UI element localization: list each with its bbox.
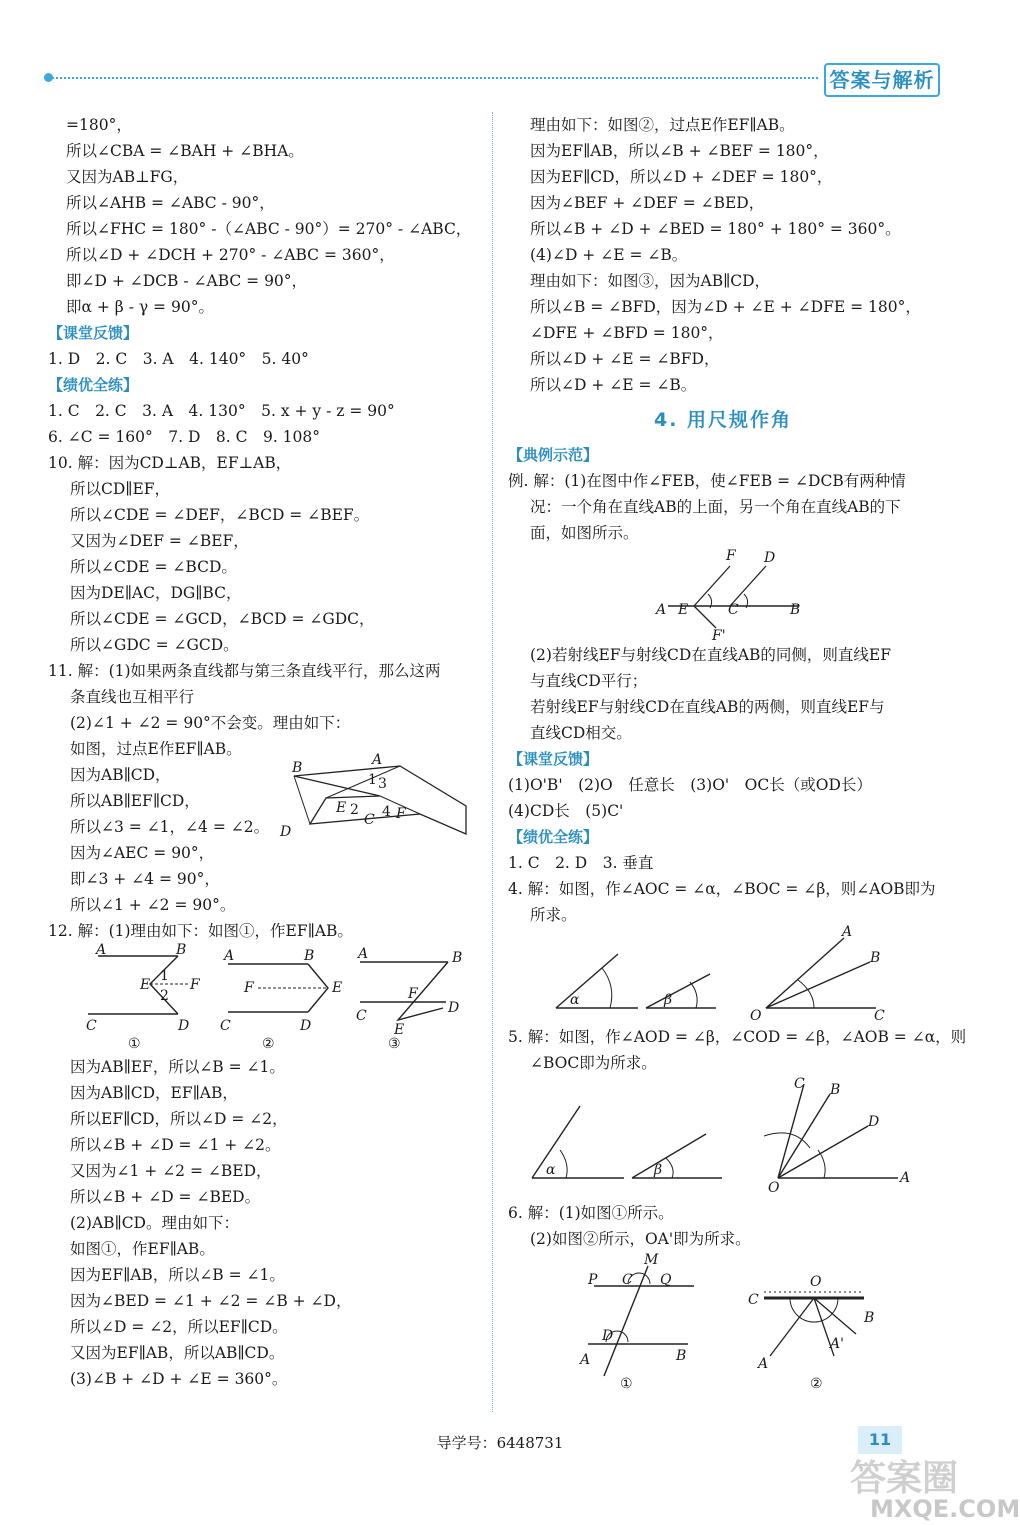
text-line: 即∠3 + ∠4 = 90°， xyxy=(70,870,220,888)
figure-example xyxy=(508,546,938,642)
text-line: 所以∠D + ∠E = ∠B。 xyxy=(530,376,697,394)
section-tag-example: 【典例示范】 xyxy=(508,446,599,464)
watermark-logo: 答案圈 xyxy=(850,1458,959,1499)
q11-block xyxy=(48,736,478,918)
figure-q11 xyxy=(270,754,470,844)
text-line: 直线CD相交。 xyxy=(530,724,632,742)
figure-number-2: ② xyxy=(262,1036,275,1052)
watermark-site: MXQE.COM xyxy=(870,1495,1020,1523)
f2-label-D: D xyxy=(300,1018,312,1034)
ex-label-F: F xyxy=(726,548,736,564)
answer-line: 1. C 2. C 3. A 4. 130° 5. x + y - z = 90° xyxy=(48,402,395,420)
text-line: 因为AB∥CD，EF∥AB， xyxy=(70,1084,238,1102)
text-line: 所以∠D + ∠DCH + 270° - ∠ABC = 360°， xyxy=(66,246,395,264)
f1-label-B: B xyxy=(176,942,187,958)
q6-figure-number-1: ① xyxy=(620,1376,633,1392)
text-line: 因为EF∥CD，所以∠D + ∠DEF = 180°， xyxy=(530,168,833,186)
label-B: B xyxy=(292,760,303,776)
q4-title: 4. 解：如图，作∠AOC = ∠α，∠BOC = ∠β，则∠AOB即为 xyxy=(508,880,936,898)
answer-line: (4)CD长 (5)C' xyxy=(508,802,624,820)
f3-label-D: D xyxy=(448,1000,460,1016)
text-line: 所以∠B + ∠D = ∠1 + ∠2。 xyxy=(70,1136,281,1154)
q5-label-B: B xyxy=(830,1082,841,1098)
label-3: 3 xyxy=(378,776,387,792)
figure-q12 xyxy=(48,944,478,1054)
text-line: 如图①，作EF∥AB。 xyxy=(70,1240,215,1258)
text-line: 所以AB∥EF∥CD， xyxy=(70,792,200,810)
text-line: (2)如图②所示，OA'即为所求。 xyxy=(530,1230,751,1248)
ex-label-E: E xyxy=(678,602,689,618)
text-line: 所以∠D + ∠E = ∠BFD， xyxy=(530,350,720,368)
text-line: 所以∠CDE = ∠BCD。 xyxy=(70,558,237,576)
text-line: (2)∠1 + ∠2 = 90°不会变。理由如下： xyxy=(70,714,351,732)
f2-label-C: C xyxy=(220,1018,231,1034)
q4-label-A: A xyxy=(842,924,853,940)
left-column xyxy=(48,112,478,1392)
text-line: (2)AB∥CD。理由如下： xyxy=(70,1214,239,1232)
q5-label-alpha: α xyxy=(546,1162,556,1178)
section-title: 4. 用尺规作角 xyxy=(653,409,793,431)
text-line: 所以∠GDC = ∠GCD。 xyxy=(70,636,239,654)
text-line: 所以∠CDE = ∠DEF，∠BCD = ∠BEF。 xyxy=(70,506,370,524)
text-line: 所以CD∥EF， xyxy=(70,480,171,498)
q5-label-A: A xyxy=(900,1170,911,1186)
text-line: 所以∠B + ∠D = ∠BED。 xyxy=(70,1188,261,1206)
text-line: 又因为∠1 + ∠2 = ∠BED， xyxy=(70,1162,272,1180)
q6-title: 6. 解：(1)如图①所示。 xyxy=(508,1204,674,1222)
text-line: 如图，过点E作EF∥AB。 xyxy=(70,740,242,758)
figure-q4 xyxy=(508,924,938,1024)
q4-label-O: O xyxy=(750,1008,762,1024)
text-line: 所以∠B + ∠D + ∠BED = 180° + 180° = 360°。 xyxy=(530,220,901,238)
text-line: 因为∠AEC = 90°， xyxy=(70,844,215,862)
q6-label-A: A xyxy=(580,1352,591,1368)
label-4: 4 xyxy=(382,804,391,820)
text-line: 因为EF∥AB，所以∠B = ∠1。 xyxy=(70,1266,285,1284)
f1-label-C: C xyxy=(86,1018,97,1034)
q11-title: 11. 解：(1)如果两条直线都与第三条直线平行，那么这两 xyxy=(48,662,441,680)
q4-label-B: B xyxy=(870,950,881,966)
text-line: (3)∠B + ∠D + ∠E = 360°。 xyxy=(70,1370,288,1388)
text-line: 理由如下：如图③，因为AB∥CD， xyxy=(530,272,771,290)
f1-label-E: E xyxy=(140,977,151,993)
q4-label-beta: β xyxy=(664,992,673,1008)
text-line: 因为AB∥EF，所以∠B = ∠1。 xyxy=(70,1058,285,1076)
ex-label-B: B xyxy=(790,602,801,618)
f1-label-F: F xyxy=(190,977,200,993)
text-line: 理由如下：如图②，过点E作EF∥AB。 xyxy=(530,116,795,134)
q5-label-D: D xyxy=(868,1114,880,1130)
page-number: 11 xyxy=(858,1426,902,1454)
f1-label-A: A xyxy=(96,942,107,958)
text-line: (4)∠D + ∠E = ∠B。 xyxy=(530,246,688,264)
text-line: 与直线CD平行； xyxy=(530,672,648,690)
label-1: 1 xyxy=(368,772,377,788)
figure-q5 xyxy=(508,1076,938,1200)
column-divider xyxy=(492,112,493,1412)
ex-label-F-prime: F' xyxy=(712,628,726,644)
answer-line: 1. C 2. D 3. 垂直 xyxy=(508,854,654,872)
q6-label-Q: Q xyxy=(660,1272,672,1288)
figure-number-3: ③ xyxy=(388,1036,401,1052)
f1-label-2: 2 xyxy=(160,988,169,1004)
label-D: D xyxy=(280,824,292,840)
f2-label-F: F xyxy=(244,980,254,996)
f1-label-D: D xyxy=(178,1018,190,1034)
text-line: 所以∠FHC = 180° -（∠ABC - 90°）= 270° - ∠ABC， xyxy=(66,220,472,238)
f3-label-F: F xyxy=(408,986,418,1002)
q6-label-O: O xyxy=(810,1274,822,1290)
text-line: 因为DE∥AC，DG∥BC， xyxy=(70,584,242,602)
q6-label-P: P xyxy=(588,1272,598,1288)
text-line: 所以∠B = ∠BFD，因为∠D + ∠E + ∠DFE = 180°， xyxy=(530,298,921,316)
label-E: E xyxy=(336,800,347,816)
q6-label-C2: C xyxy=(748,1292,759,1308)
text-line: ∠BOC即为所求。 xyxy=(530,1054,657,1072)
q12-title: 12. 解：(1)理由如下：如图①，作EF∥AB。 xyxy=(48,922,353,940)
label-F: F xyxy=(396,806,406,822)
q6-label-A2: A xyxy=(758,1356,769,1372)
section-tag-classroom-feedback: 【课堂反馈】 xyxy=(48,324,139,342)
text-line: ∠DFE + ∠BFD = 180°， xyxy=(530,324,724,342)
right-column xyxy=(508,112,967,1392)
text-line: 又因为AB⊥FG， xyxy=(66,168,189,186)
ex-label-C: C xyxy=(728,602,739,618)
header-rule xyxy=(48,77,818,79)
q6-label-A-prime: A' xyxy=(830,1336,844,1352)
text-line: 所以∠3 = ∠1，∠4 = ∠2。 xyxy=(70,818,270,836)
label-C: C xyxy=(364,812,375,828)
f3-label-B: B xyxy=(452,950,463,966)
header-badge: 答案与解析 xyxy=(824,63,940,97)
text-line: (2)若射线EF与射线CD在直线AB的同侧，则直线EF xyxy=(530,646,891,664)
q5-title: 5. 解：如图，作∠AOD = ∠β，∠COD = ∠β，∠AOB = ∠α，则 xyxy=(508,1028,967,1046)
text-line: 即α + β - γ = 90°。 xyxy=(66,298,214,316)
f2-label-A: A xyxy=(224,948,235,964)
q5-label-C: C xyxy=(794,1076,805,1092)
f3-label-A: A xyxy=(358,946,369,962)
f3-label-C: C xyxy=(356,1008,367,1024)
text-line: 所求。 xyxy=(530,906,577,924)
answer-line: 6. ∠C = 160° 7. D 8. C 9. 108° xyxy=(48,428,321,446)
q6-figure-number-2: ② xyxy=(810,1376,823,1392)
text-line: 因为EF∥AB，所以∠B + ∠BEF = 180°， xyxy=(530,142,829,160)
figure-number-1: ① xyxy=(128,1036,141,1052)
text-line: 因为AB∥CD， xyxy=(70,766,171,784)
figure-q6 xyxy=(508,1252,938,1392)
answer-line: 1. D 2. C 3. A 4. 140° 5. 40° xyxy=(48,350,309,368)
text-line: 所以∠D = ∠2，所以EF∥CD。 xyxy=(70,1318,288,1336)
q6-label-D: D xyxy=(602,1328,614,1344)
text-line: 条直线也互相平行 xyxy=(70,688,195,706)
text-line: 所以∠1 + ∠2 = 90°。 xyxy=(70,896,236,914)
answer-line: (1)O'B' (2)O 任意长 (3)O' OC长（或OD长） xyxy=(508,776,872,794)
section-tag-excellence-practice-2: 【绩优全练】 xyxy=(508,828,599,846)
q4-label-C: C xyxy=(874,1008,885,1024)
q6-label-B2: B xyxy=(864,1310,875,1326)
text-line: 面，如图所示。 xyxy=(530,524,639,542)
q6-label-B: B xyxy=(676,1348,687,1364)
q6-label-C: C xyxy=(622,1272,633,1288)
label-A: A xyxy=(372,752,383,768)
section-tag-excellence-practice: 【绩优全练】 xyxy=(48,376,139,394)
q10-title: 10. 解：因为CD⊥AB，EF⊥AB， xyxy=(48,454,292,472)
text-line: =180°， xyxy=(66,116,132,134)
q6-label-M: M xyxy=(644,1252,659,1268)
text-line: 因为∠BED = ∠1 + ∠2 = ∠B + ∠D， xyxy=(70,1292,352,1310)
f3-label-E: E xyxy=(394,1022,405,1038)
text-line: 若射线EF与射线CD在直线AB的两侧，则直线EF与 xyxy=(530,698,885,716)
f2-label-E: E xyxy=(332,980,343,996)
ex-label-D: D xyxy=(764,550,776,566)
q4-label-alpha: α xyxy=(570,992,580,1008)
text-line: 因为∠BEF + ∠DEF = ∠BED， xyxy=(530,194,765,212)
text-line: 所以EF∥CD，所以∠D = ∠2， xyxy=(70,1110,288,1128)
ex-label-A: A xyxy=(656,602,667,618)
text-line: 又因为EF∥AB，所以AB∥CD。 xyxy=(70,1344,285,1362)
footer-code: 导学号：6448731 xyxy=(436,1434,564,1452)
text-line: 即∠D + ∠DCB - ∠ABC = 90°， xyxy=(66,272,308,290)
text-line: 况：一个角在直线AB的上面，另一个角在直线AB的下 xyxy=(530,498,901,516)
f2-label-B: B xyxy=(304,948,315,964)
text-line: 又因为∠DEF = ∠BEF， xyxy=(70,532,249,550)
q5-label-beta: β xyxy=(654,1162,663,1178)
q5-label-O: O xyxy=(768,1180,780,1196)
section-tag-classroom-feedback-2: 【课堂反馈】 xyxy=(508,750,599,768)
f1-label-1: 1 xyxy=(160,968,169,984)
text-line: 所以∠CDE = ∠GCD，∠BCD = ∠GDC， xyxy=(70,610,375,628)
text-line: 所以∠AHB = ∠ABC - 90°， xyxy=(66,194,275,212)
example-line: 例. 解：(1)在图中作∠FEB，使∠FEB = ∠DCB有两种情 xyxy=(508,472,906,490)
label-2: 2 xyxy=(350,802,359,818)
text-line: 所以∠CBA = ∠BAH + ∠BHA。 xyxy=(66,142,304,160)
